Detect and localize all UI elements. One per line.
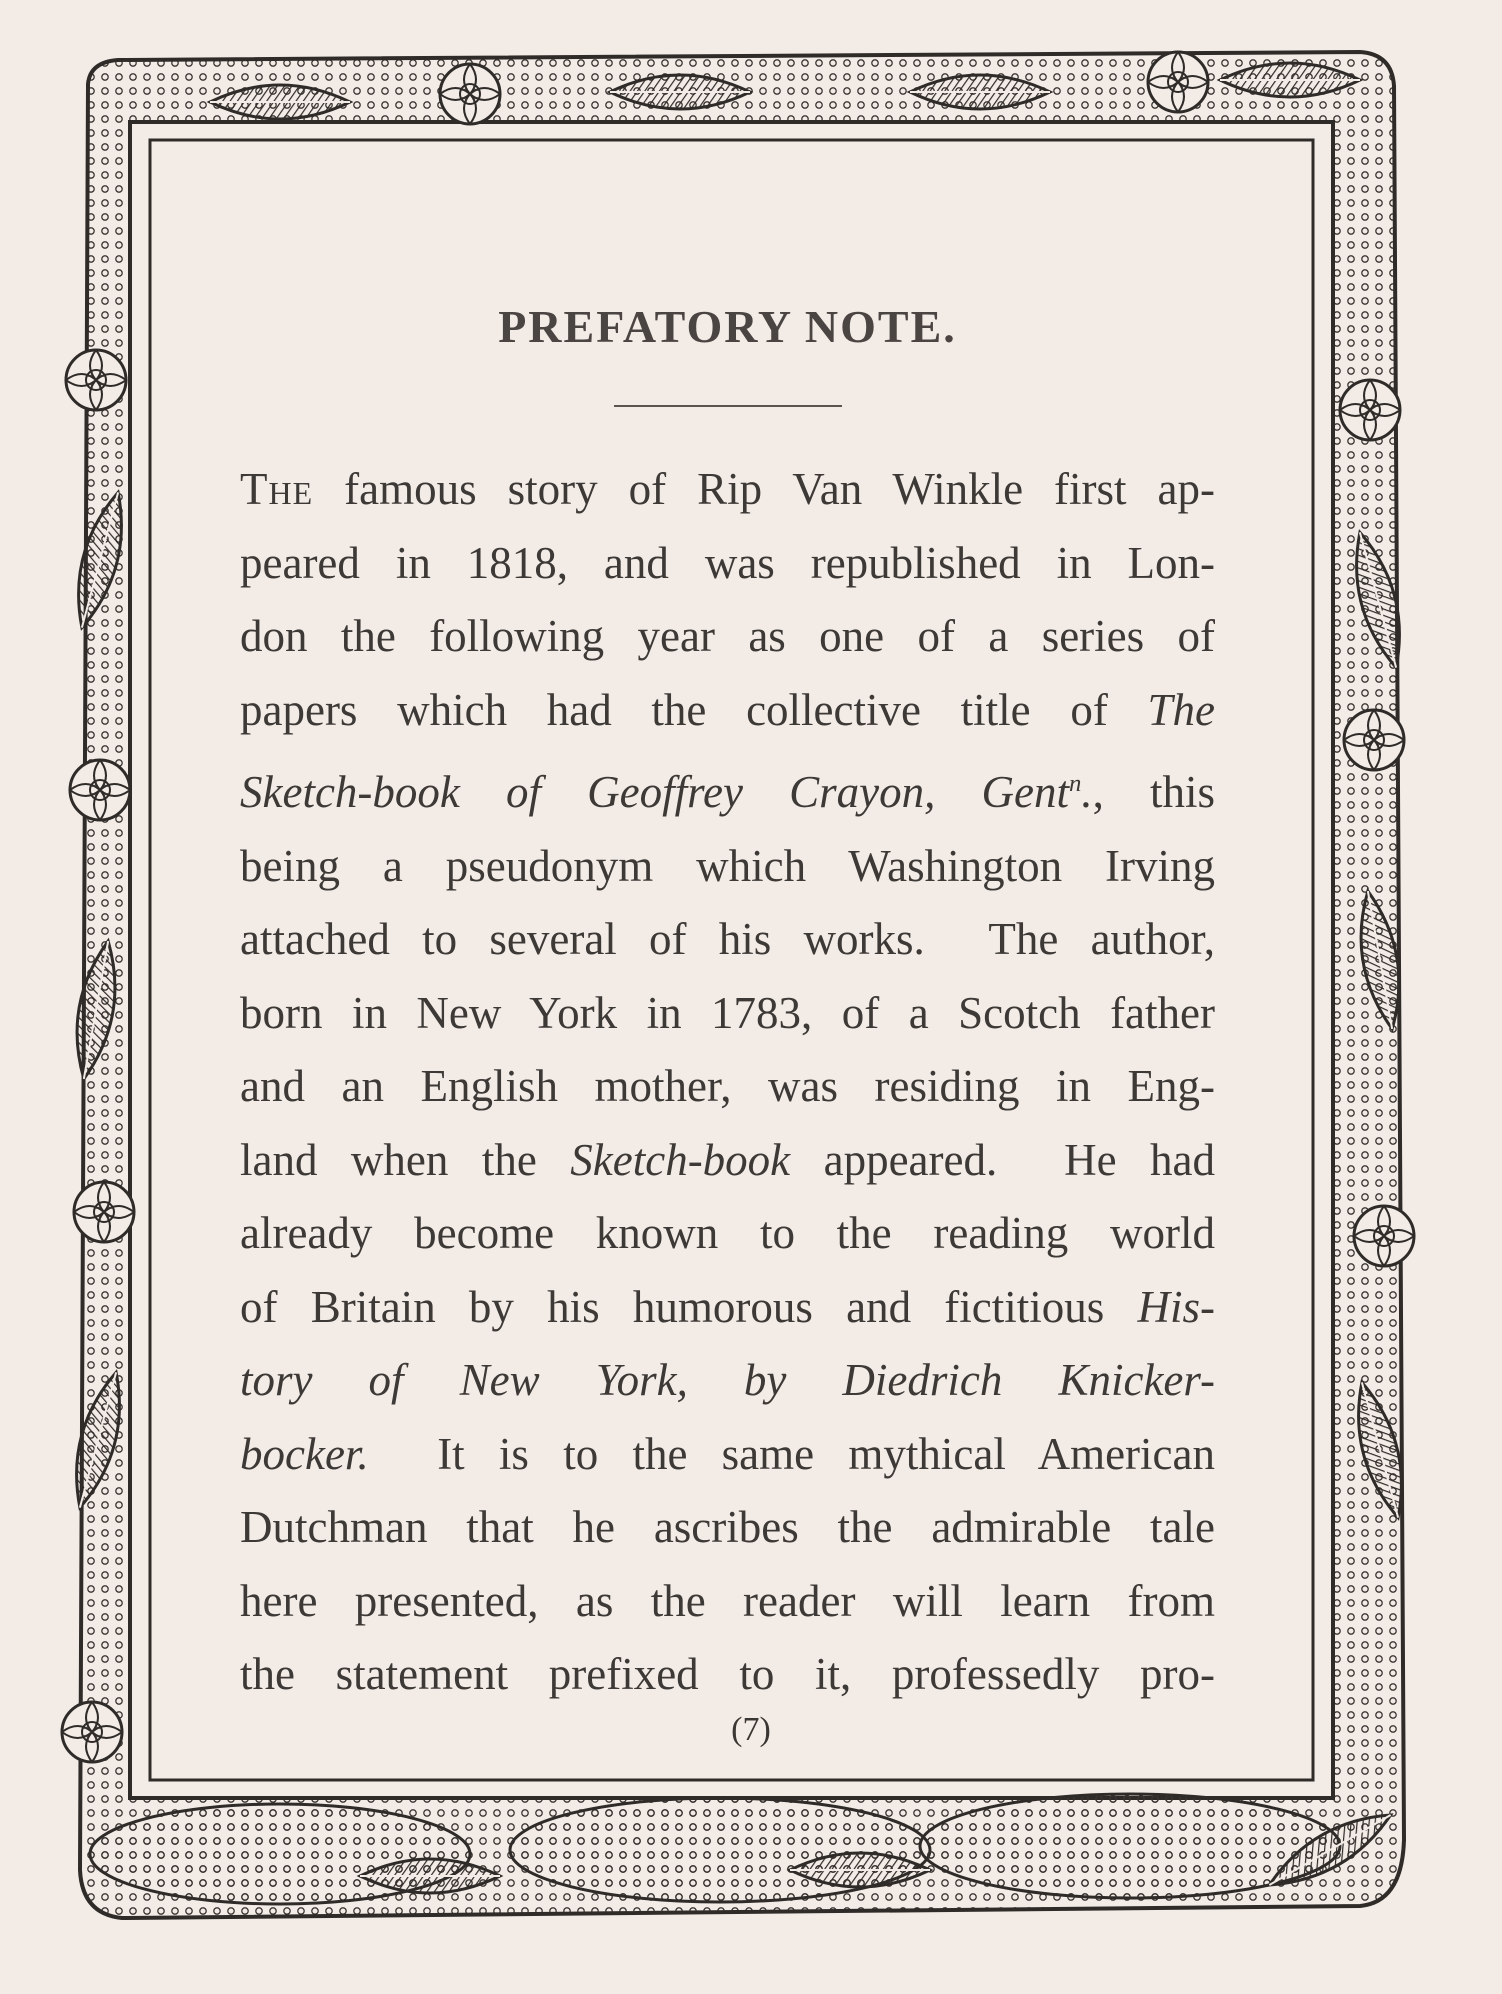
text-line: papers which had the collective title of The (240, 684, 1215, 735)
body-text (240, 453, 1215, 1712)
text-line: don the following year as one of a series of (240, 611, 1215, 661)
page-content (240, 300, 1215, 1712)
text-line: born in New York in 1783, of a Scotch father (240, 987, 1215, 1038)
text-line: being a pseudonym which Washington Irving (240, 840, 1215, 891)
text-line: tory of New York, by Diedrich Knicker- (240, 1355, 1215, 1405)
text-line: here presented, as the reader will learn from (240, 1575, 1215, 1626)
text-line: The famous story of Rip Van Winkle first ap- (240, 464, 1215, 514)
page-title: PREFATORY NOTE. (498, 301, 957, 352)
text-line: and an English mother, was residing in Eng- (240, 1061, 1215, 1111)
text-line: the statement prefixed to it, professedly pro- (240, 1649, 1215, 1699)
text-line: land when the Sketch-book appeared. He had (240, 1134, 1216, 1185)
text-line: already become known to the reading world (240, 1208, 1215, 1258)
text-line: peared in 1818, and was republished in Lon- (240, 537, 1215, 588)
flower-icon (440, 64, 500, 124)
text-line: of Britain by his humorous and fictitious His- (240, 1281, 1215, 1332)
text-line: attached to several of his works. The author, (240, 914, 1215, 964)
title-rule (614, 405, 842, 407)
page-number: (7) (731, 1711, 771, 1748)
text-line: bocker. It is to the same mythical American (240, 1428, 1215, 1479)
text-line: Dutchman that he ascribes the admirable tale (240, 1502, 1215, 1552)
text-line: Sketch-book of Geoffrey Crayon, Gent$^n$., this (240, 767, 1215, 817)
